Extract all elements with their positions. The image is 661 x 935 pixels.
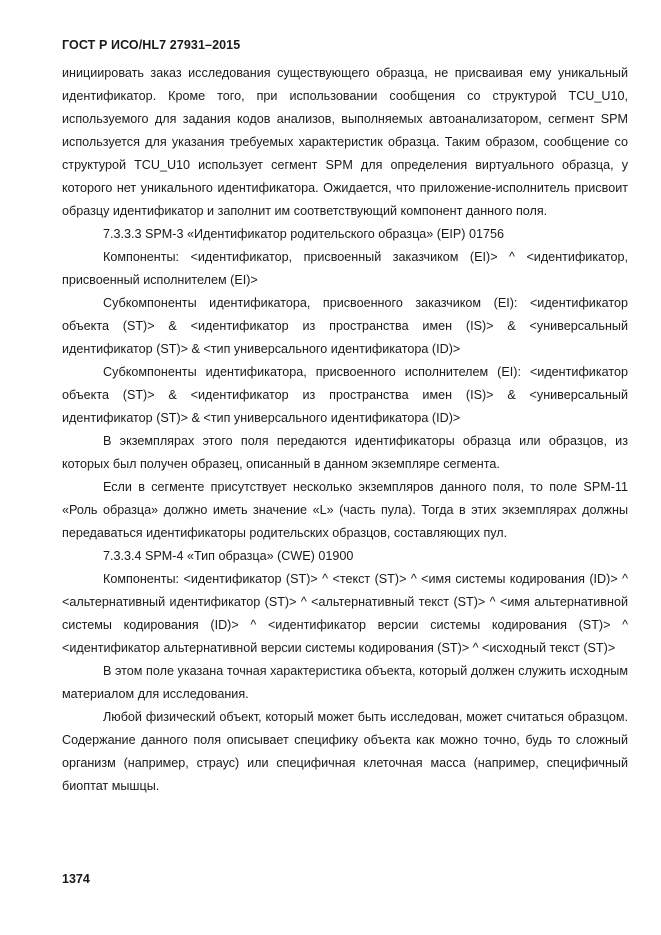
paragraph: Компоненты: <идентификатор, присвоенный заказчиком (EI)> ^ <идентификатор, присвоенный исполнителем (EI)> bbox=[62, 250, 628, 287]
paragraph: Компоненты: <идентификатор (ST)> ^ <текст (ST)> ^ <имя системы кодирования (ID)> ^ <альтернативный идентификатор (ST)> ^ <альтернативный текст (ST)> ^ <имя альтернативной системы кодирования (ID)> ^ <идентификатор версии системы кодирования (ST)> ^ <идентификатор альтернативной версии системы кодирования (ST)> ^ <исходный текст (ST)> bbox=[62, 572, 628, 655]
document-header: ГОСТ Р ИСО/HL7 27931–2015 bbox=[62, 38, 241, 52]
section-heading-spm-4: 7.3.3.4 SPM-4 «Тип образца» (CWE) 01900 bbox=[103, 549, 354, 563]
page-number: 1374 bbox=[62, 872, 90, 886]
paragraph: Субкомпоненты идентификатора, присвоенного исполнителем (EI): <идентификатор объекта (ST)> & <идентификатор из пространства имен (IS)> & <универсальный идентификатор (ST)> & <тип универсального идентификатора (ID)> bbox=[62, 365, 628, 425]
paragraph: Если в сегменте присутствует несколько экземпляров данного поля, то поле SPM-11 «Роль образца» должно иметь значение «L» (часть пула). Тогда в этих экземплярах должны передаваться идентификаторы родительских образцов, составляющих пул. bbox=[62, 480, 628, 540]
section-heading-spm-3: 7.3.3.3 SPM-3 «Идентификатор родительского образца» (EIP) 01756 bbox=[103, 227, 505, 241]
paragraph: Любой физический объект, который может быть исследован, может считаться образцом. Содержание данного поля описывает специфику объекта как можно точно, будь то сложный организм (например, страус) или специфичная клеточная масса (например, специфичный биоптат мышцы. bbox=[62, 710, 628, 793]
paragraph: В этом поле указана точная характеристика объекта, который должен служить исходным материалом для исследования. bbox=[62, 664, 628, 701]
paragraph: инициировать заказ исследования существующего образца, не присваивая ему уникальный идентификатор. Кроме того, при использовании сообщения со структурой TCU_U10, используемого для задания кодов анализов, выполняемых автоанализатором, сегмент SPM используется для указания требуемых характеристик образца. Таким образом, сообщение со структурой TCU_U10 использует сегмент SPM для определения виртуального образца, у которого нет уникального идентификатора. Ожидается, что приложение-исполнитель присвоит образцу идентификатор и заполнит им соответствующий компонент данного поля. bbox=[62, 66, 628, 218]
paragraph: Субкомпоненты идентификатора, присвоенного заказчиком (EI): <идентификатор объекта (ST)> & <идентификатор из пространства имен (IS)> & <универсальный идентификатор (ST)> & <тип универсального идентификатора (ID)> bbox=[62, 296, 628, 356]
paragraph: В экземплярах этого поля передаются идентификаторы образца или образцов, из которых был получен образец, описанный в данном экземпляре сегмента. bbox=[62, 434, 628, 471]
document-body bbox=[62, 62, 628, 798]
